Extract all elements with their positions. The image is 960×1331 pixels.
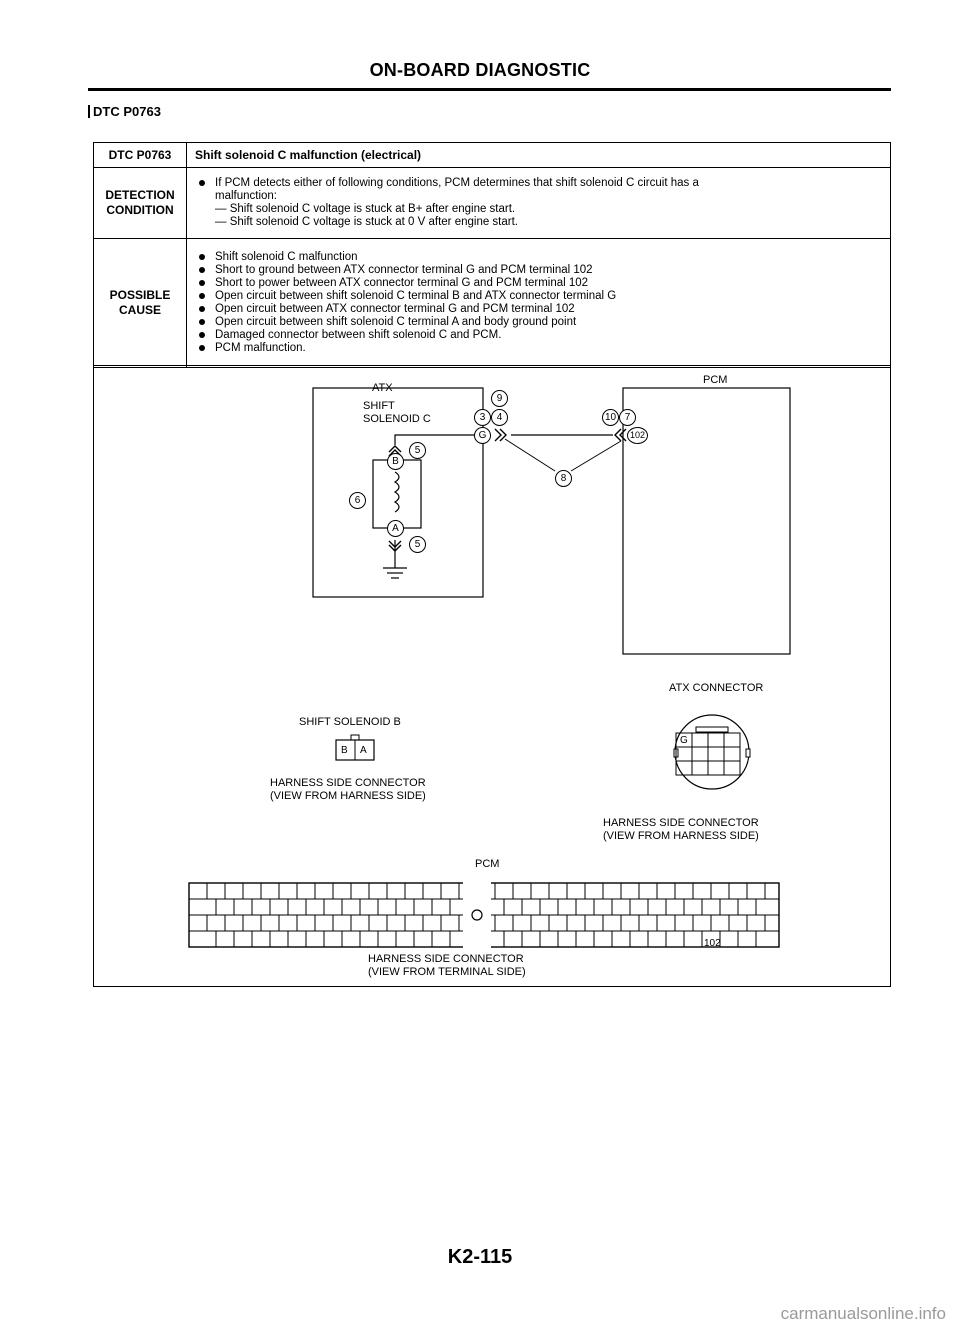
cause-item [195, 264, 884, 277]
possible-cause-label-line1: POSSIBLE [109, 288, 171, 302]
bullet-dot [199, 306, 205, 312]
bullet-dot [199, 319, 205, 325]
section-heading-text: DTC P0763 [93, 104, 161, 119]
cause-item-text: Damaged connector between shift solenoid C and PCM. [215, 329, 502, 341]
possible-cause-row [94, 239, 891, 368]
bullet-dot [199, 280, 205, 286]
cause-item [195, 342, 884, 355]
solenoid-c-label: SOLENOID C [363, 413, 431, 425]
detection-label [94, 168, 187, 239]
bullet-dot [199, 180, 205, 186]
atx-pin-g: G [680, 735, 688, 746]
step-5-lower: 5 [409, 536, 426, 553]
detection-value [187, 168, 891, 239]
solenoid-coil [395, 472, 399, 512]
bullet-dot [199, 254, 205, 260]
page-title: ON-BOARD DIAGNOSTIC [369, 60, 591, 80]
diagram-frame [94, 366, 891, 987]
detection-label-line1: DETECTION [105, 188, 175, 202]
solenoid-b-view-label: (VIEW FROM HARNESS SIDE) [270, 790, 426, 802]
solenoid-feed-wire [395, 435, 475, 445]
cause-item-text: Open circuit between shift solenoid C terminal A and body ground point [215, 316, 577, 328]
cause-item-text: Short to power between ATX connector terminal G and PCM terminal 102 [215, 277, 589, 289]
pcm-connector [189, 882, 779, 948]
pin-b: B [387, 453, 404, 470]
step-6: 6 [349, 492, 366, 509]
atx-connector-key-right [746, 749, 750, 757]
wiring-diagram [93, 365, 891, 987]
atx-connector-latch [696, 727, 728, 732]
bullet-dot [199, 345, 205, 351]
bullet-dot [199, 293, 205, 299]
shift-label: SHIFT [363, 400, 395, 412]
detection-sub-2: — Shift solenoid C voltage is stuck at 0 V after engine start. [215, 216, 518, 228]
detection-sub-1: — Shift solenoid C voltage is stuck at B+ after engine start. [215, 203, 516, 215]
dtc-code-cell: DTC P0763 [94, 143, 187, 168]
solenoid-b-latch [351, 735, 359, 740]
cause-item-text: Shift solenoid C malfunction [215, 251, 358, 263]
pin-g: G [474, 427, 491, 444]
section-heading [88, 104, 161, 119]
title-rule [88, 88, 891, 91]
detection-bullet [195, 177, 884, 190]
cause-item [195, 251, 884, 264]
bullet-dot [199, 267, 205, 273]
atx-connector-title: ATX CONNECTOR [669, 682, 764, 694]
step-10: 10 [602, 409, 619, 426]
pcm-connector-title: PCM [475, 858, 500, 870]
dtc-table [93, 142, 891, 368]
page-number: K2-115 [447, 1246, 513, 1268]
pcm-pin-102: 102 [704, 938, 721, 949]
step8-line-right [571, 441, 621, 471]
conn-b-pin-b: B [341, 745, 348, 756]
chevron-b-1 [389, 446, 401, 452]
possible-cause-value [187, 239, 891, 368]
step-9: 9 [491, 390, 508, 407]
diagram-graphics [93, 365, 891, 987]
chevron-g-1 [495, 429, 501, 441]
pin-102: 102 [627, 427, 648, 444]
cause-item [195, 277, 884, 290]
bullet-dot [199, 332, 205, 338]
shift-solenoid-b-title: SHIFT SOLENOID B [299, 716, 401, 728]
step-4: 4 [491, 409, 508, 426]
atx-label: ATX [372, 382, 393, 394]
cause-item-text: Open circuit between shift solenoid C terminal B and ATX connector terminal G [215, 290, 617, 302]
solenoid-b-harness-label: HARNESS SIDE CONNECTOR [270, 777, 426, 789]
atx-harness-label: HARNESS SIDE CONNECTOR [603, 817, 759, 829]
pin-a: A [387, 520, 404, 537]
step-3: 3 [474, 409, 491, 426]
cause-item-text: Short to ground between ATX connector terminal G and PCM terminal 102 [215, 264, 593, 276]
detection-label-line2: CONDITION [106, 203, 174, 217]
pcm-box [623, 388, 790, 654]
dtc-header-row [94, 143, 891, 168]
cause-item-text: PCM malfunction. [215, 342, 306, 354]
conn-b-pin-a: A [360, 745, 367, 756]
cause-item [195, 329, 884, 342]
atx-connector-shell [675, 715, 749, 789]
pcm-connector-hole [472, 910, 482, 920]
possible-cause-label-line2: CAUSE [118, 303, 161, 317]
detection-bullet-cont: malfunction: [215, 190, 278, 202]
pcm-view-label: (VIEW FROM TERMINAL SIDE) [368, 966, 526, 978]
cause-item-text: Open circuit between ATX connector terminal G and PCM terminal 102 [215, 303, 575, 315]
pcm-harness-label: HARNESS SIDE CONNECTOR [368, 953, 524, 965]
step8-line-left [505, 439, 555, 471]
cause-item [195, 303, 884, 316]
step-8: 8 [555, 470, 572, 487]
dtc-description-cell: Shift solenoid C malfunction (electrical) [187, 143, 891, 168]
detection-bullet-text: If PCM detects either of following conditions, PCM determines that shift solenoid C circuit has a [215, 177, 699, 189]
atx-view-label: (VIEW FROM HARNESS SIDE) [603, 830, 759, 842]
step-5-upper: 5 [409, 442, 426, 459]
cause-item [195, 316, 884, 329]
detection-row [94, 168, 891, 239]
possible-cause-label [94, 239, 187, 368]
heading-marker [88, 105, 90, 118]
step-7: 7 [619, 409, 636, 426]
cause-item [195, 290, 884, 303]
watermark: carmanualsonline.info [780, 1304, 946, 1323]
pcm-label: PCM [703, 374, 728, 386]
